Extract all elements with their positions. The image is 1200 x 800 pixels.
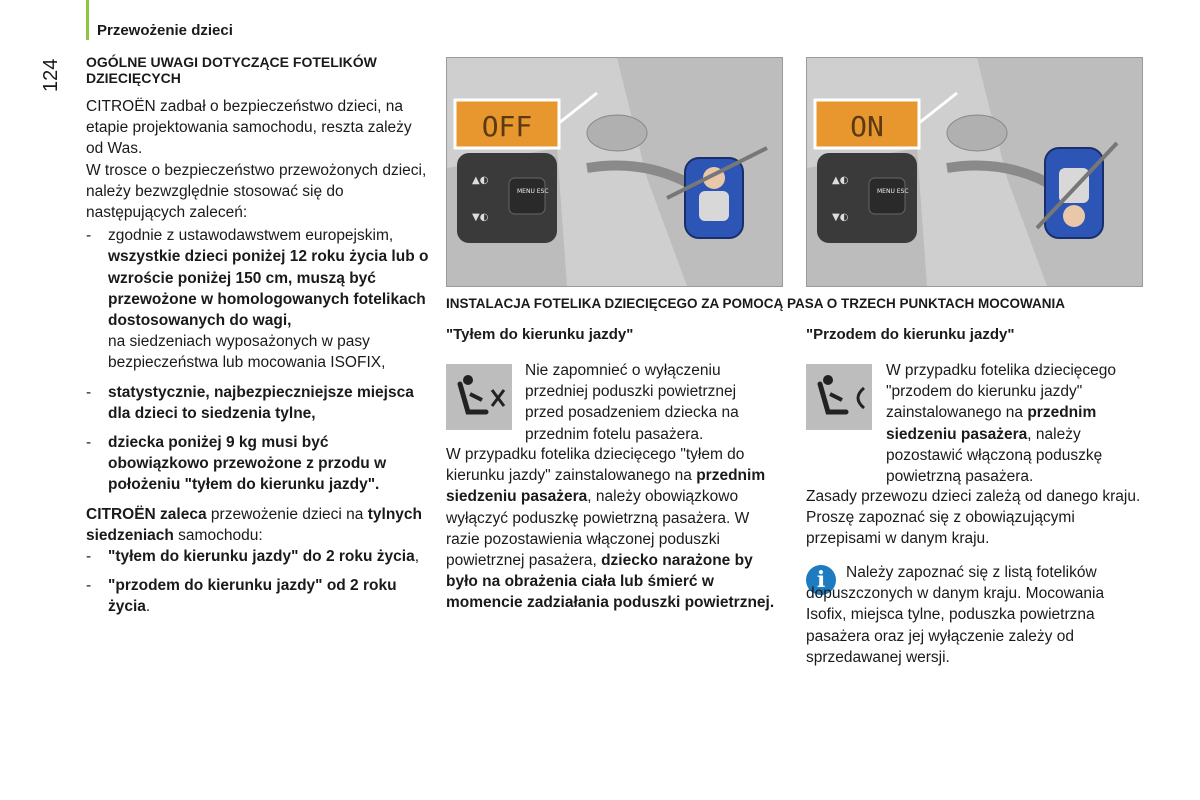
airbag-on-icon (806, 364, 872, 430)
list-item-bold: wszystkie dzieci poniżej 12 roku życia lub o wzroście poniżej 150 cm, muszą być przewożone w homologowanych fotelikach dostosowanych do wagi, (108, 248, 429, 330)
brand-bold: CITROËN zaleca (86, 505, 207, 523)
text-bold: przednim siedzeniu pasażera (446, 467, 766, 506)
text: przewożenie dzieci na (206, 505, 368, 523)
list-item: - statystycznie, najbezpieczniejsze miejsca dla dzieci to siedzenia tylne, (86, 383, 414, 422)
rear-facing-paragraph (446, 444, 786, 614)
rear-facing-subtitle: "Tyłem do kierunku jazdy" (446, 326, 634, 343)
list-item: - "przodem do kierunku jazdy" od 2 roku życia. (86, 577, 397, 616)
text: W przypadku fotelika dziecięcego "przodem do kierunku jazdy" zainstalowanego na (886, 362, 1117, 422)
list-item: - dziecka poniżej 9 kg musi być obowiązkowo przewożone z przodu w położeniu "tyłem do kierunku jazdy". (86, 434, 387, 494)
text-bold: przednim siedzeniu pasażera (886, 404, 1097, 443)
airbag-on-note (886, 360, 1146, 487)
info-note: Należy zapoznać się z listą fotelików dopuszczonych w danym kraju. Mocowania Isofix, miejsca tylne, poduszka powietrzna pasażera oraz jej wyłączenie zależy od sprzedawanej wersji. (806, 564, 1105, 666)
display-off-text: OFF (481, 110, 533, 143)
list-item-bold: statystycznie, najbezpieczniejsze miejsca dla dzieci to siedzenia tylne, (108, 383, 414, 422)
info-icon: i (806, 565, 836, 595)
car-interior-drawing (447, 58, 782, 286)
illustration-airbag-on (806, 57, 1143, 287)
menu-esc-label: MENU ESC (517, 188, 549, 195)
car-interior-drawing (807, 58, 1142, 286)
recommendation-paragraph (86, 504, 431, 546)
svg-text:▼◐: ▼◐ (472, 212, 489, 223)
svg-text:▲◐: ▲◐ (472, 175, 489, 186)
svg-text:▲◐: ▲◐ (832, 175, 849, 186)
list-item-bold: "tyłem do kierunku jazdy" do 2 roku życia (108, 548, 415, 566)
text: W przypadku fotelika dziecięcego "tyłem do kierunku jazdy" zainstalowanego na (446, 446, 745, 485)
left-column (86, 54, 431, 626)
section-accent-bar (86, 0, 89, 40)
list-item-bold: "przodem do kierunku jazdy" od 2 roku życia (108, 577, 397, 616)
list-item: - zgodnie z ustawodawstwem europejskim, wszystkie dzieci poniżej 12 roku życia lub o wzroście poniżej 150 cm, muszą być przewożone w homologowanych fotelikach dostosowanych do wagi, na siedzeniach wyposażonych w pasy bezpieczeństwa lub mocowania ISOFIX, (86, 227, 429, 372)
text: , należy pozostawić włączoną poduszkę powietrzną pasażera. (886, 425, 1103, 486)
forward-facing-subtitle: "Przodem do kierunku jazdy" (806, 326, 1015, 343)
text-bold: tylnych siedzeniach (86, 505, 422, 544)
warning-bold: dziecko narażone by było na obrażenia ciała lub śmierć w momencie zadziałania poduszki powietrznej. (446, 552, 775, 612)
display-on-text: ON (850, 110, 884, 143)
list-item-text: zgodnie z ustawodawstwem europejskim, (108, 227, 394, 245)
menu-esc-label: MENU ESC (877, 188, 909, 195)
text: samochodu: (173, 526, 263, 544)
section-title: Przewożenie dzieci (97, 22, 233, 39)
illustration-caption: INSTALACJA FOTELIKA DZIECIĘCEGO ZA POMOCĄ PASA O TRZECH PUNKTACH MOCOWANIA (446, 296, 1065, 311)
general-remarks-title: OGÓLNE UWAGI DOTYCZĄCE FOTELIKÓW DZIECIĘCYCH (86, 54, 377, 86)
punct: , (414, 548, 420, 566)
punct: . (145, 598, 151, 616)
list-item-bold: dziecka poniżej 9 kg musi być obowiązkowo przewożone z przodu w położeniu "tyłem do kierunku jazdy". (108, 434, 387, 494)
airbag-off-note: Nie zapomnieć o wyłączeniu przedniej poduszki powietrznej przed posadzeniem dziecka na przednim fotelu pasażera. (525, 362, 739, 443)
list-item-text: na siedzeniach wyposażonych w pasy bezpieczeństwa lub mocowania ISOFIX, (108, 333, 386, 372)
airbag-off-icon (446, 364, 512, 430)
text: , należy obowiązkowo wyłączyć poduszkę powietrzną pasażera. W razie pozostawienia włączonej poduszki powietrznej pasażera, (446, 488, 750, 570)
list-item: - "tyłem do kierunku jazdy" do 2 roku życia, (86, 548, 420, 566)
country-rules-paragraph: Zasady przewozu dzieci zależą od danego kraju. Proszę zapoznać się z obowiązującymi przepisami w danym kraju. (806, 488, 1141, 548)
illustration-airbag-off (446, 57, 783, 287)
intro-paragraph: CITROËN zadbał o bezpieczeństwo dzieci, na etapie projektowania samochodu, reszta zależy od Was. (86, 98, 412, 158)
svg-text:▼◐: ▼◐ (832, 212, 849, 223)
page-number: 124 (40, 58, 62, 92)
intro-paragraph-2: W trosce o bezpieczeństwo przewożonych dzieci, należy bezwzględnie stosować się do następujących zaleceń: (86, 161, 427, 222)
